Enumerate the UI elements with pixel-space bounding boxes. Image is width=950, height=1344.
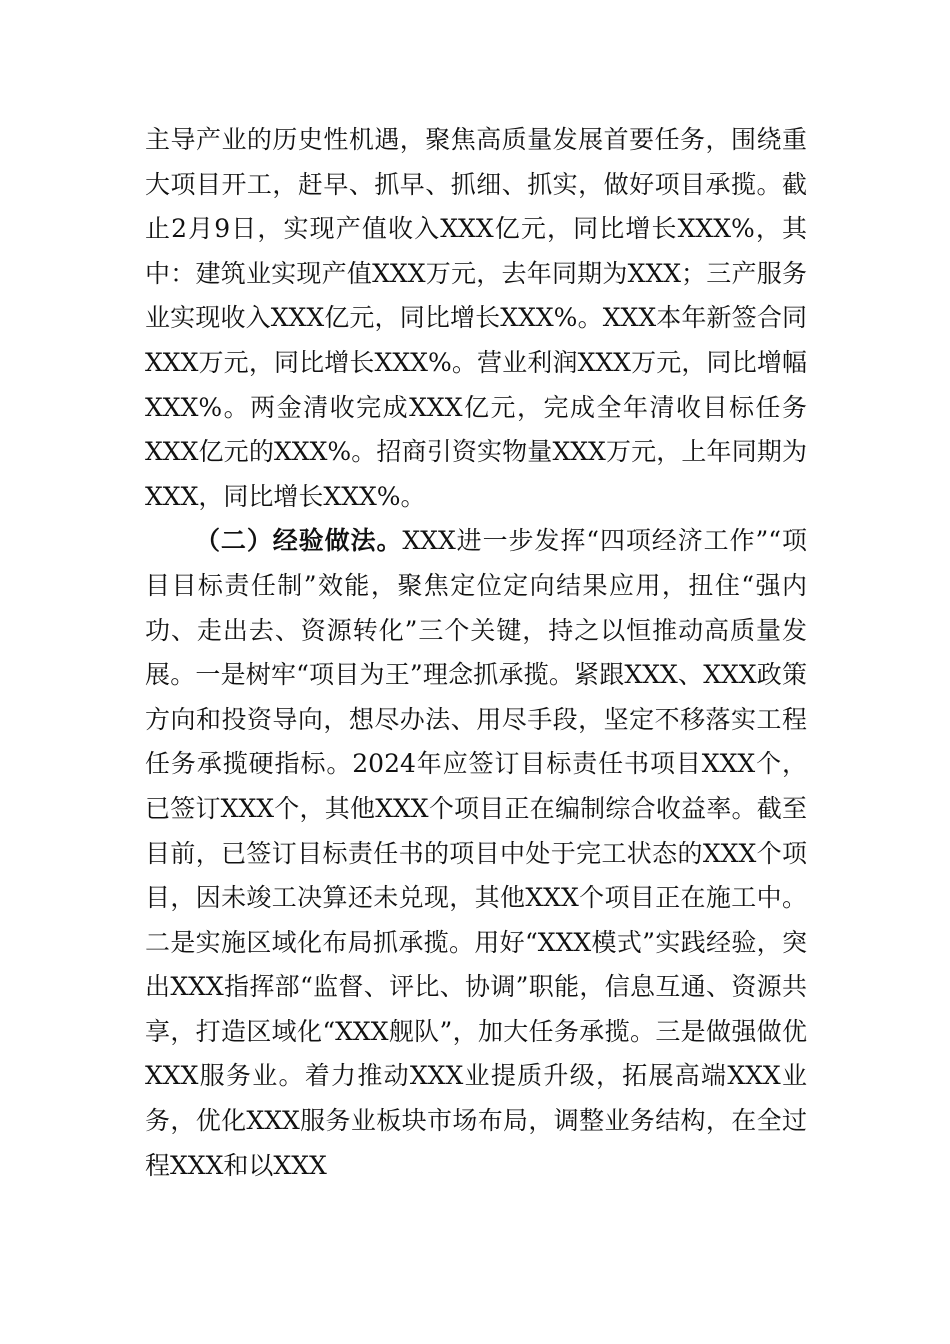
paragraph-experience-body: XXX进一步发挥“四项经济工作”“项目目标责任制”效能，聚焦定位定向结果应用，扭住“强内功、走出去、资源转化”三个关键，持之以恒推动高质量发展。一是树牢“项目为王”理念抓承揽。紧跟XXX、XXX政策方向和投资导向，想尽办法、用尽手段，坚定不移落实工程任务承揽硬指标。2024年应签订目标责任书项目XXX个，已签订XXX个，其他XXX个项目正在编制综合收益率。截至目前，已签订目标责任书的项目中处于完工状态的XXX个项目，因未竣工决算还未兑现，其他XXX个项目正在施工中。二是实施区域化布局抓承揽。用好“XXX模式”实践经验，突出XXX指挥部“监督、评比、协调”职能，信息互通、资源共享，打造区域化“XXX舰队”，加大任务承揽。三是做强做优XXX服务业。着力推动XXX业提质升级，拓展高端XXX业务，优化XXX服务业板块市场布局，调整业务结构，在全过程XXX和以XXX bbox=[145, 526, 807, 1180]
paragraph-production-figures: 主导产业的历史性机遇，聚焦高质量发展首要任务，围绕重大项目开工，赶早、抓早、抓细、抓实，做好项目承揽。截止2月9日，实现产值收入XXX亿元，同比增长XXX%，其中：建筑业实现产值XXX万元，去年同期为XXX；三产服务业实现收入XXX亿元，同比增长XXX%。XXX本年新签合同XXX万元，同比增长XXX%。营业利润XXX万元，同比增幅XXX%。两金清收完成XXX亿元，完成全年清收目标任务XXX亿元的XXX%。招商引资实物量XXX万元，上年同期为XXX，同比增长XXX%。 bbox=[145, 125, 807, 511]
section-heading-experience: （二）经验做法。 bbox=[195, 526, 403, 556]
paragraph-experience-practices bbox=[145, 519, 807, 1188]
document-body bbox=[145, 118, 807, 1188]
